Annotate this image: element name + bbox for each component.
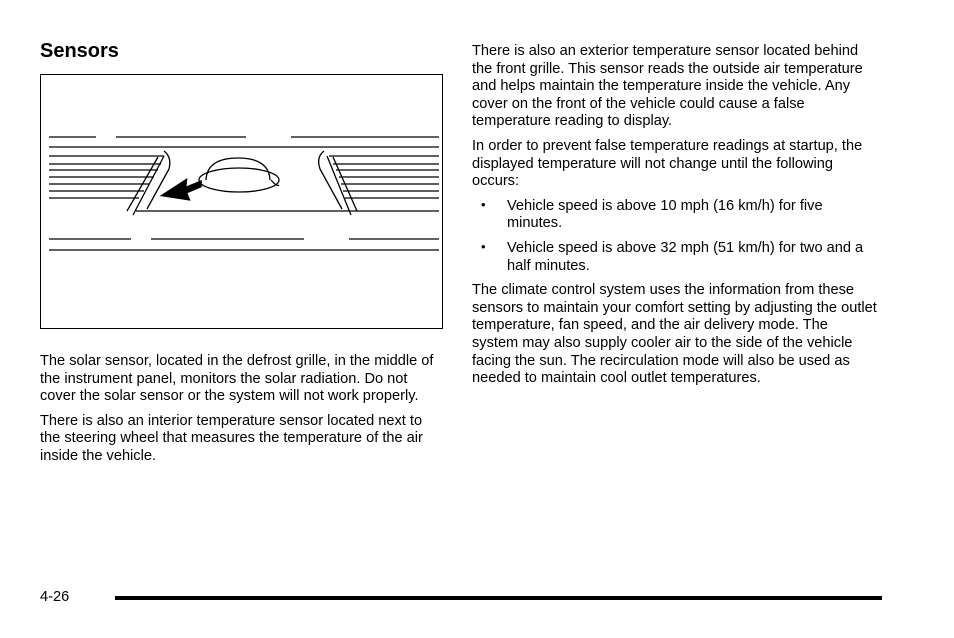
conditions-list (472, 198, 877, 275)
solar-sensor-figure (40, 74, 443, 329)
section-heading: Sensors (40, 40, 119, 62)
climate-control-paragraph: The climate control system uses the information from these sensors to maintain your comfort setting by adjusting the outlet temperature, fan speed, and the air delivery mode. The system may also supply cooler air to the side of the vehicle facing the sun. The recirculation mode will also be used as needed to maintain cool outlet temperatures. (472, 282, 877, 387)
page-number: 4-26 (40, 589, 70, 605)
list-item: • Vehicle speed is above 10 mph (16 km/h) for five minutes. (472, 198, 877, 233)
exterior-sensor-paragraph: There is also an exterior temperature sensor located behind the front grille. This sensor reads the outside air temperature and helps maintain the temperature inside the vehicle. Any cover on the front of the vehicle could cause a false temperature reading to display. (472, 43, 863, 130)
footer-rule (115, 596, 882, 600)
interior-sensor-paragraph: There is also an interior temperature sensor located next to the steering wheel that measures the temperature of the air inside the vehicle. (40, 412, 423, 464)
false-reading-paragraph: In order to prevent false temperature readings at startup, the displayed temperature will not change until the following occurs: (472, 137, 863, 190)
solar-sensor-illustration-icon (41, 75, 441, 327)
left-column (40, 353, 435, 473)
right-column (472, 43, 877, 395)
solar-sensor-paragraph: The solar sensor, located in the defrost grille, in the middle of the instrument panel, monitors the solar radiation. Do not cover the solar sensor or the system will not work properly. (40, 353, 434, 405)
list-item: • Vehicle speed is above 32 mph (51 km/h) for two and a half minutes. (472, 240, 877, 275)
